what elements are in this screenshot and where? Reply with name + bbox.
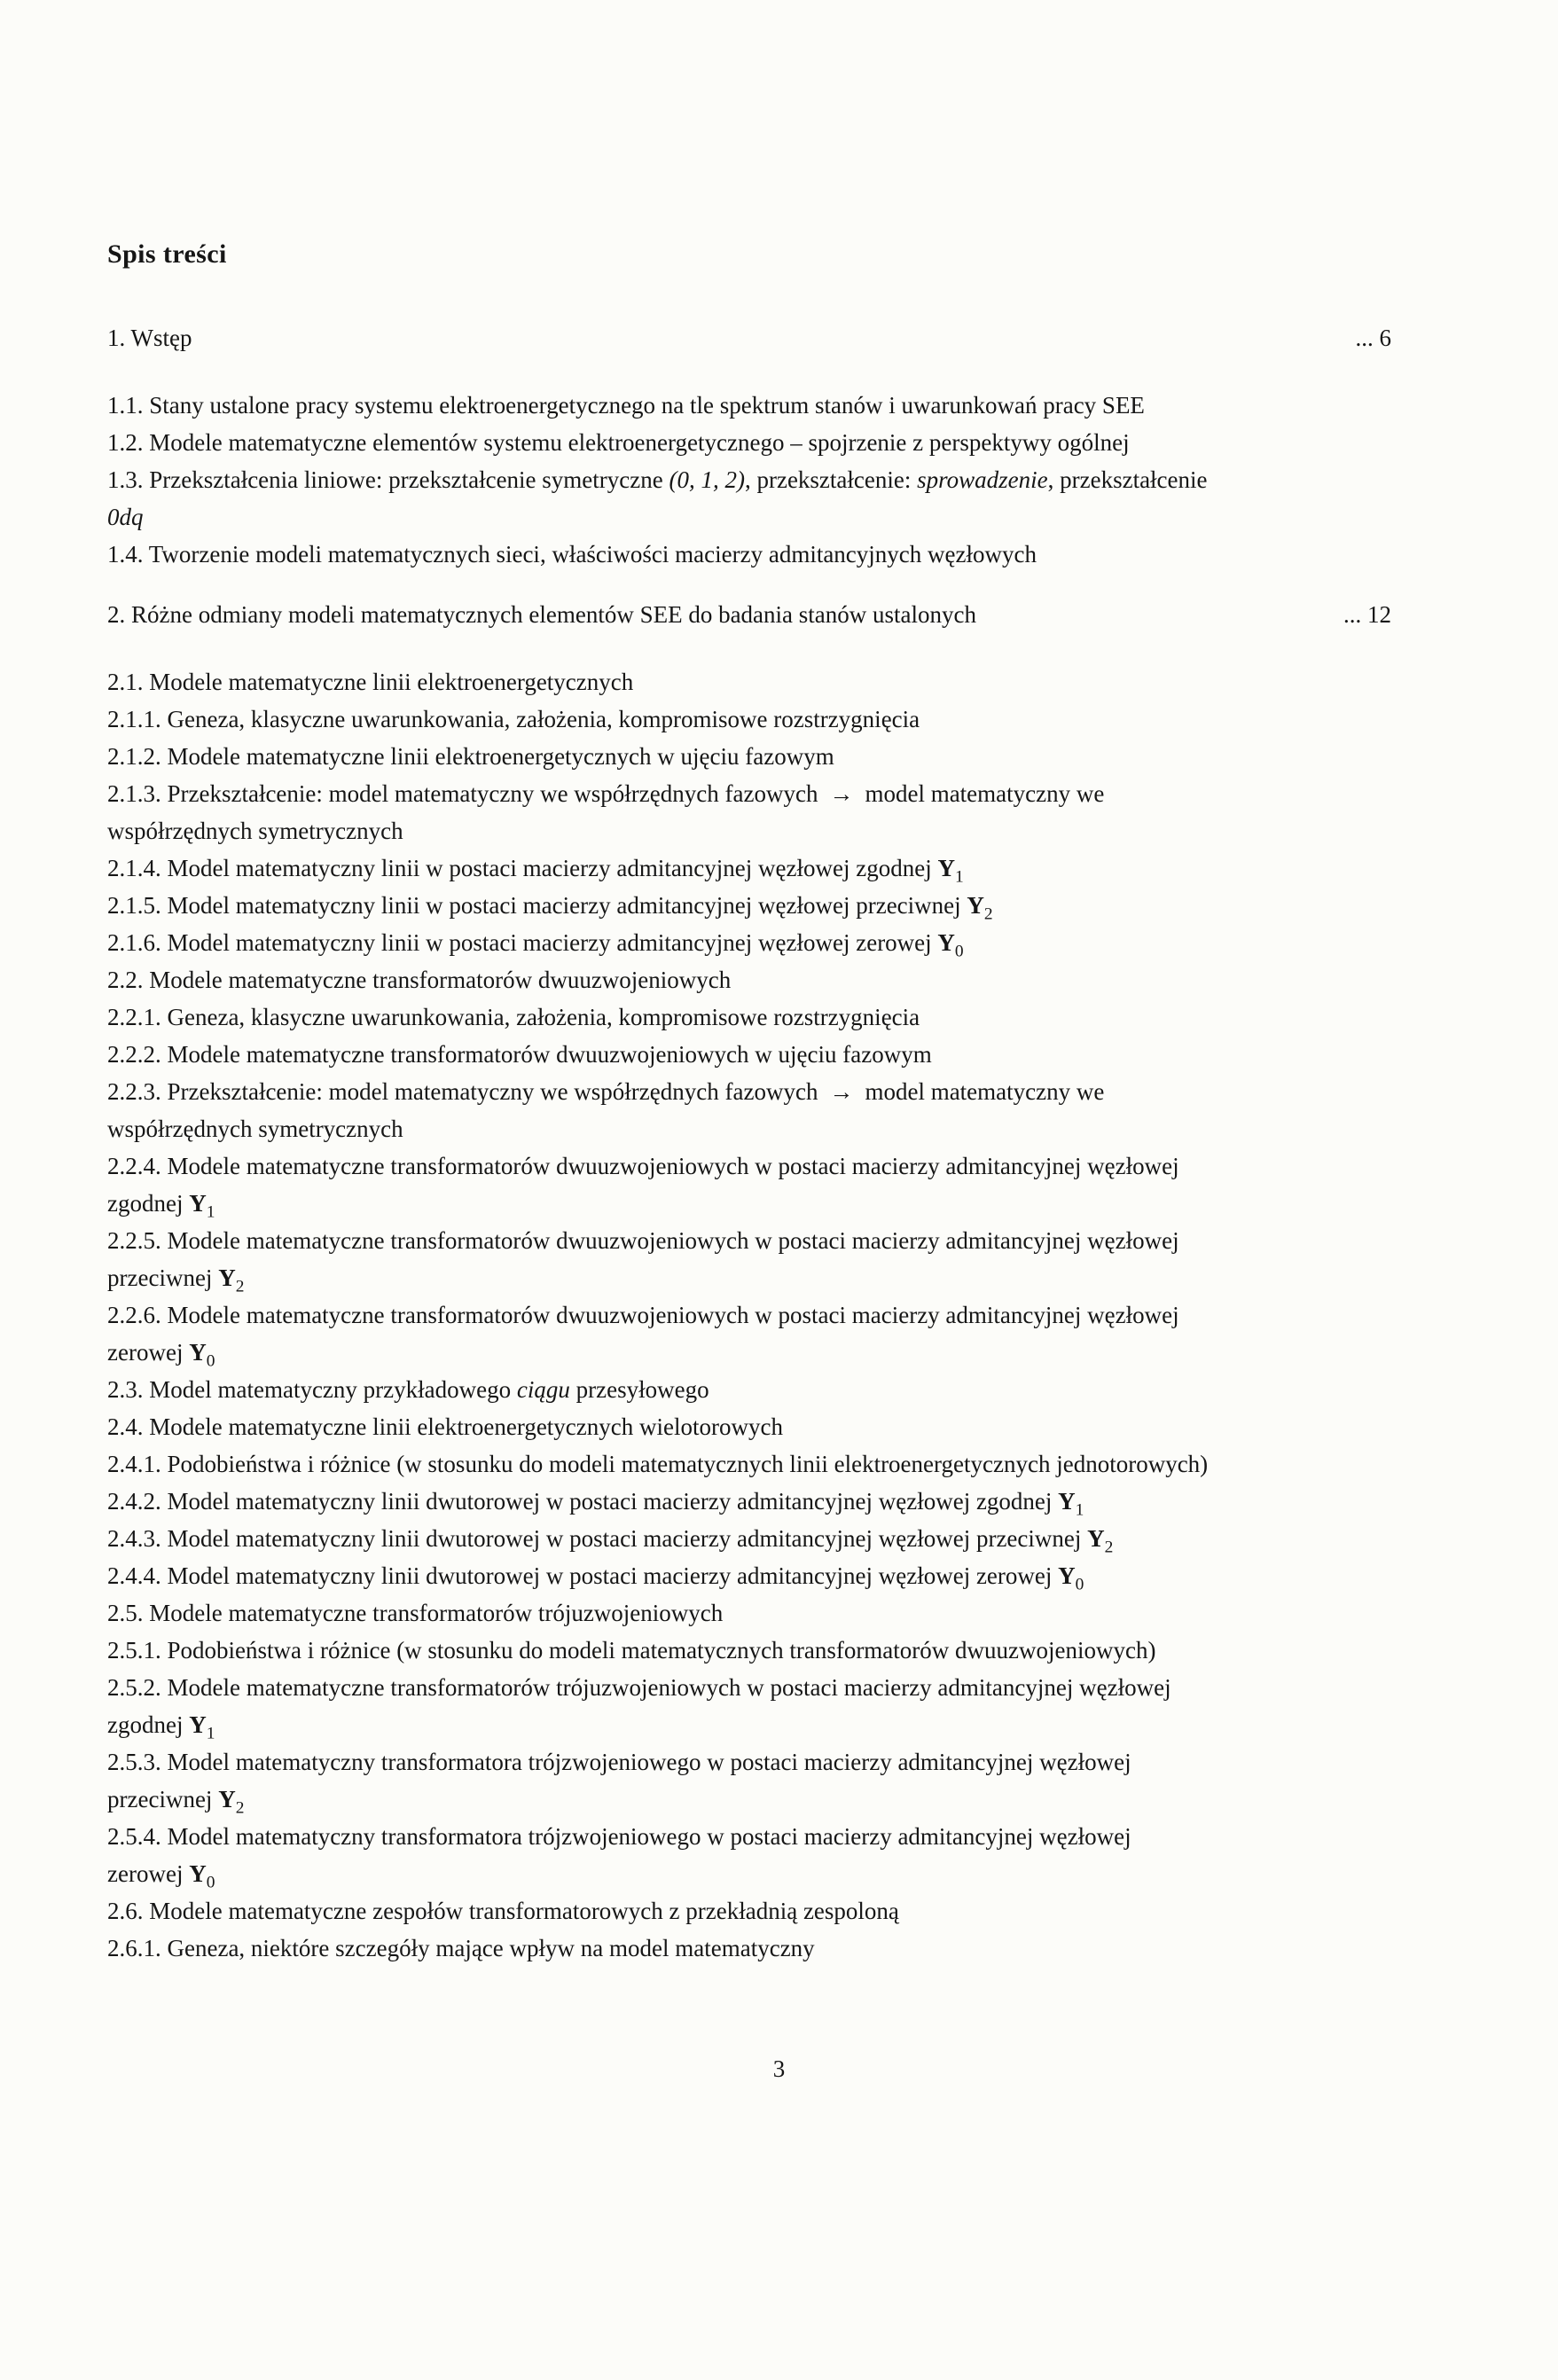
toc-entry: 2.5.3. Model matematyczny transformatora trójzwojeniowego w postaci macierzy admitancyjnej węzłowej przeciwnej $Y_2$	[107, 1749, 1131, 1818]
toc-content	[107, 239, 1464, 1967]
toc-entry: 2.2.2. Modele matematyczne transformatorów dwuuzwojeniowych w ujęciu fazowym	[107, 1041, 932, 1068]
toc-entry: 2.1. Modele matematyczne linii elektroenergetycznych	[107, 669, 634, 695]
toc-entry: 2.5.2. Modele matematyczne transformatorów trójuzwojeniowych w postaci macierzy admitancyjnej węzłowej zgodnej $Y_1$	[107, 1674, 1171, 1743]
chapter-title: 2. Różne odmiany modeli matematycznych elementów SEE do badania stanów ustalonych	[107, 601, 976, 628]
chapter-page-ref: ... 6	[1355, 325, 1391, 351]
toc-entry: 2.6.1. Geneza, niektóre szczegóły mające wpływ na model matematyczny	[107, 1935, 815, 1961]
toc-entry: 2.1.1. Geneza, klasyczne uwarunkowania, założenia, kompromisowe rozstrzygnięcia	[107, 706, 920, 732]
toc-entry: 2.6. Modele matematyczne zespołów transformatorowych z przekładnią zespoloną	[107, 1898, 899, 1924]
chapter-heading	[107, 596, 1391, 633]
chapter-page-ref: ... 12	[1343, 601, 1391, 628]
toc-chapters	[107, 319, 1464, 1967]
toc-entry: 2.1.6. Model matematyczny linii w postaci macierzy admitancyjnej węzłowej zerowej $Y_0$	[107, 929, 964, 961]
toc-entry: 1.4. Tworzenie modeli matematycznych sieci, właściwości macierzy admitancyjnych węzłowych	[107, 541, 1037, 568]
toc-entry: 2.5.4. Model matematyczny transformatora trójzwojeniowego w postaci macierzy admitancyjnej węzłowej zerowej $Y_0$	[107, 1823, 1131, 1892]
toc-entry: 2.2.6. Modele matematyczne transformatorów dwuuzwojeniowych w postaci macierzy admitancyjnej węzłowej zerowej $Y_0$	[107, 1302, 1179, 1371]
toc-entry: 2.4.4. Model matematyczny linii dwutorowej w postaci macierzy admitancyjnej węzłowej zerowej $Y_0$	[107, 1562, 1084, 1594]
toc-entry: 2.2.4. Modele matematyczne transformatorów dwuuzwojeniowych w postaci macierzy admitancyjnej węzłowej zgodnej $Y_1$	[107, 1153, 1179, 1222]
toc-entry: 2.1.3. Przekształcenie: model matematyczny we współrzędnych fazowych → model matematyczny we współrzędnych symetrycznych	[107, 780, 1105, 844]
toc-entry: 2.2.5. Modele matematyczne transformatorów dwuuzwojeniowych w postaci macierzy admitancyjnej węzłowej przeciwnej $Y_2$	[107, 1227, 1179, 1296]
toc-entry: 2.5. Modele matematyczne transformatorów trójuzwojeniowych	[107, 1600, 724, 1626]
page-title: Spis treści	[107, 239, 227, 269]
toc-entry: 2.3. Model matematyczny przykładowego ciągu przesyłowego	[107, 1376, 709, 1403]
toc-entry: 2.2. Modele matematyczne transformatorów dwuuzwojeniowych	[107, 967, 732, 993]
chapter-title: 1. Wstęp	[107, 325, 192, 351]
chapter-heading	[107, 319, 1391, 356]
toc-entry: 2.4.3. Model matematyczny linii dwutorowej w postaci macierzy admitancyjnej węzłowej przeciwnej $Y_2$	[107, 1525, 1114, 1557]
toc-entry: 1.2. Modele matematyczne elementów systemu elektroenergetycznego – spojrzenie z perspektywy ogólnej	[107, 429, 1130, 456]
toc-entry: 2.5.1. Podobieństwa i różnice (w stosunku do modeli matematycznych transformatorów dwuuzwojeniowych)	[107, 1637, 1156, 1664]
chapter-items	[107, 663, 1464, 1967]
toc-entry: 2.2.1. Geneza, klasyczne uwarunkowania, założenia, kompromisowe rozstrzygnięcia	[107, 1004, 920, 1030]
page-number: 3	[772, 2055, 786, 2082]
toc-entry: 2.2.3. Przekształcenie: model matematyczny we współrzędnych fazowych → model matematyczny we współrzędnych symetrycznych	[107, 1078, 1105, 1142]
toc-entry: 2.4.1. Podobieństwa i różnice (w stosunku do modeli matematycznych linii elektroenergetycznych jednotorowych)	[107, 1451, 1209, 1477]
toc-chapter	[107, 319, 1464, 573]
toc-entry: 2.4.2. Model matematyczny linii dwutorowej w postaci macierzy admitancyjnej węzłowej zgodnej $Y_1$	[107, 1488, 1084, 1520]
chapter-items	[107, 387, 1464, 573]
toc-entry: 2.4. Modele matematyczne linii elektroenergetycznych wielotorowych	[107, 1413, 783, 1440]
toc-entry: 1.3. Przekształcenia liniowe: przekształcenie symetryczne (0, 1, 2), przekształcenie: sprowadzenie, przekształcenie 0dq	[107, 466, 1208, 530]
toc-chapter	[107, 596, 1464, 1967]
toc-entry: 1.1. Stany ustalone pracy systemu elektroenergetycznego na tle spektrum stanów i uwarunkowań pracy SEE	[107, 392, 1145, 419]
toc-entry: 2.1.4. Model matematyczny linii w postaci macierzy admitancyjnej węzłowej zgodnej $Y_1$	[107, 855, 964, 887]
toc-entry: 2.1.5. Model matematyczny linii w postaci macierzy admitancyjnej węzłowej przeciwnej $Y_2$	[107, 892, 993, 924]
toc-entry: 2.1.2. Modele matematyczne linii elektroenergetycznych w ujęciu fazowym	[107, 743, 834, 770]
